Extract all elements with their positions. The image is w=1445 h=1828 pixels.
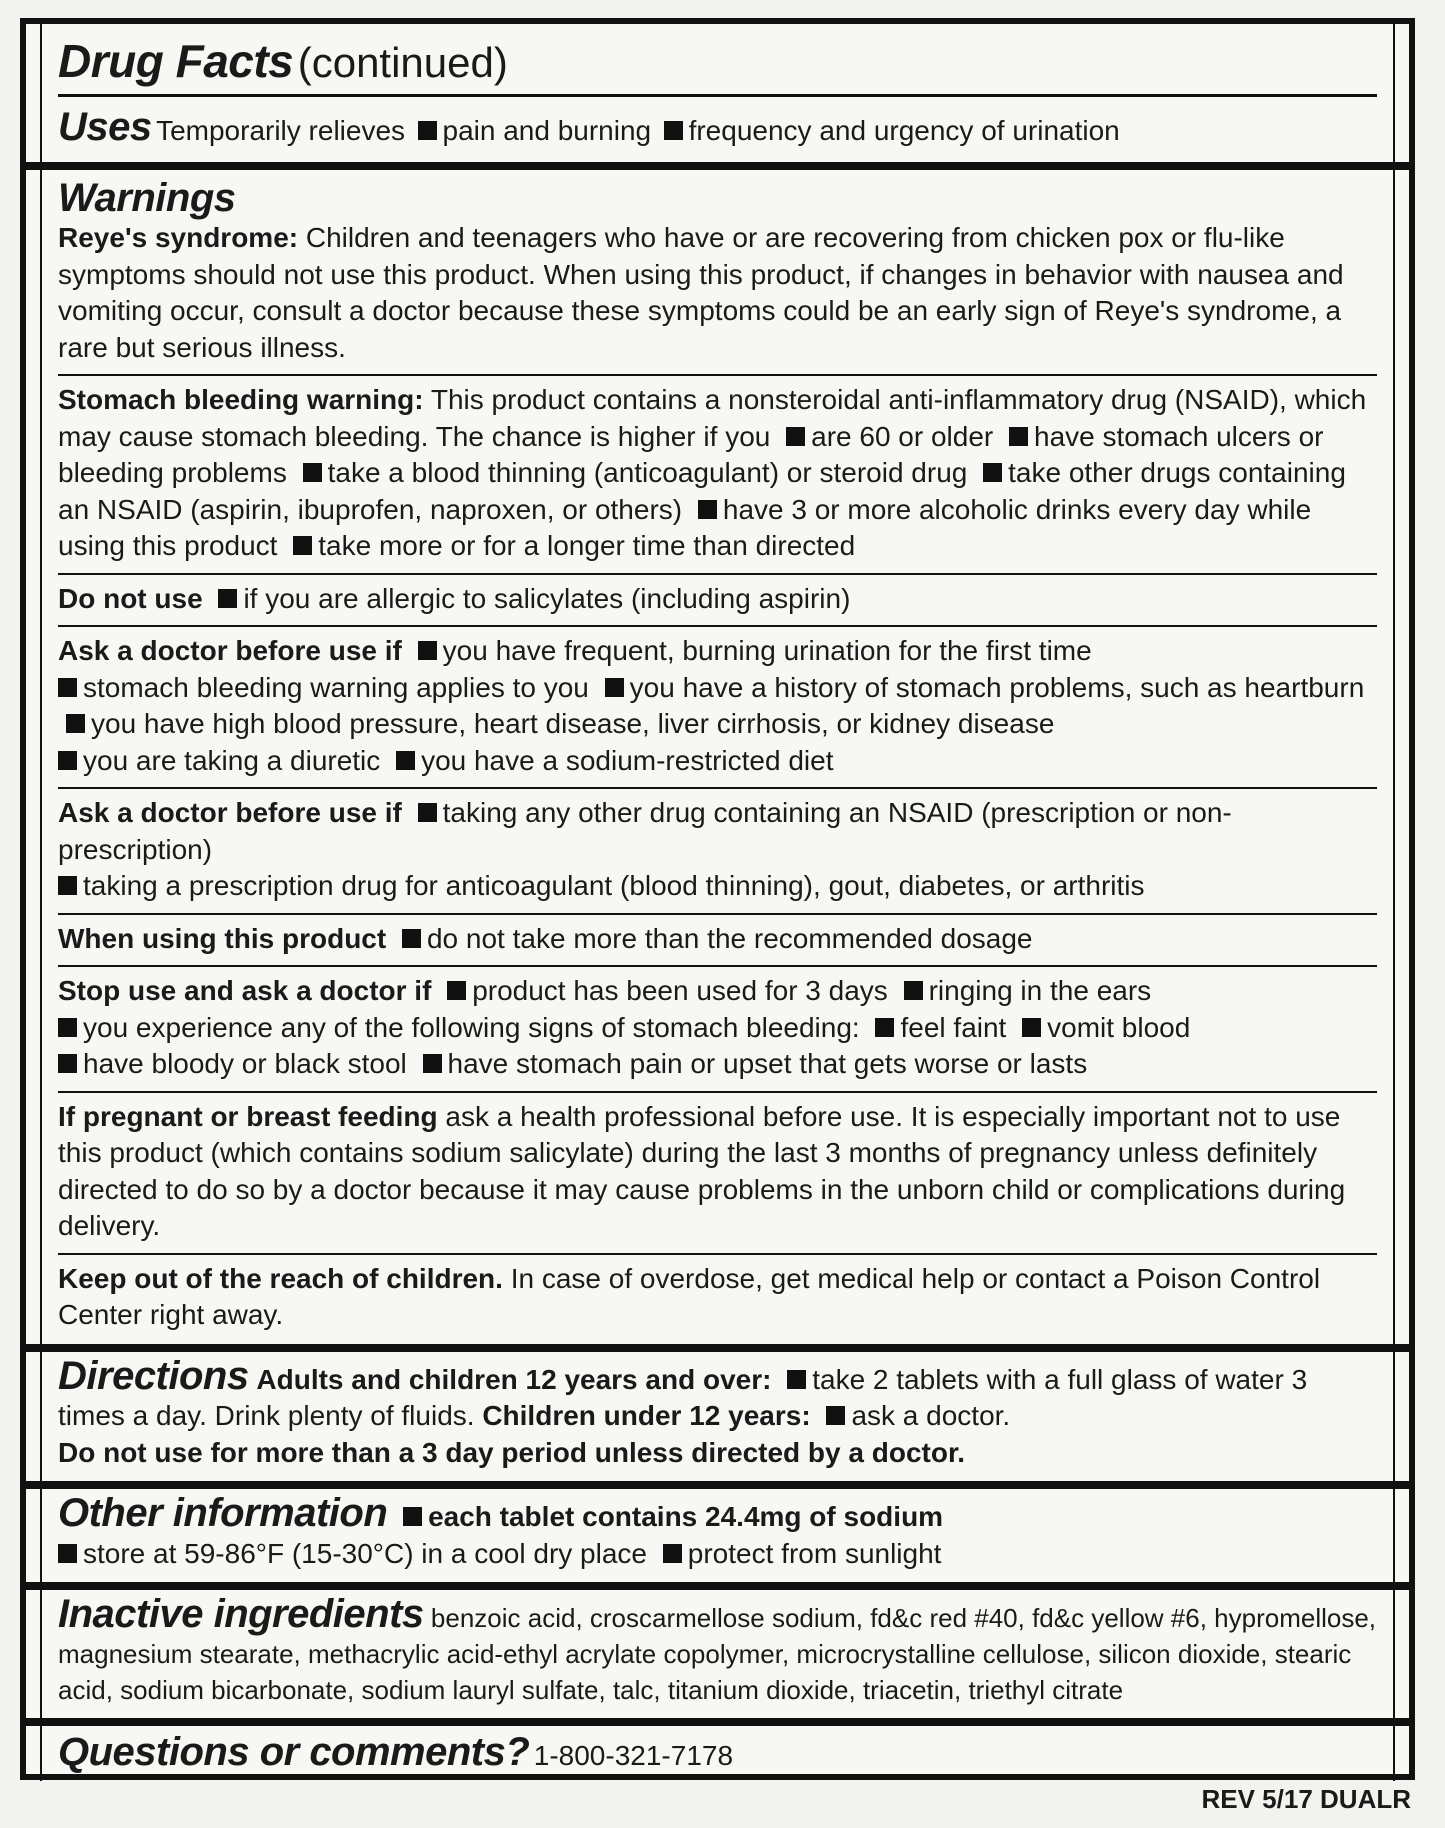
stop-use-item: product has been used for 3 days (472, 975, 888, 1006)
bullet-icon (58, 678, 77, 697)
ask-doctor-item: you have high blood pressure, heart disease, liver cirrhosis, or kidney disease (91, 708, 1055, 739)
when-using-label: When using this product (58, 922, 387, 954)
stomach-item: take a blood thinning (anticoagulant) or steroid drug (327, 457, 968, 488)
inactive-heading: Inactive ingredients (58, 1592, 424, 1636)
stomach-text: This product contains a nonsteroidal anti-inflammatory drug (NSAID), which may cause stomach bleeding. The chance is higher if you (58, 384, 1367, 452)
bullet-icon (423, 1054, 442, 1073)
revision-code: REV 5/17 DUALR (1201, 1784, 1411, 1814)
bullet-icon (698, 500, 717, 519)
uses-section (40, 97, 1395, 162)
warnings-heading: Warnings (58, 176, 236, 220)
reyes-text: Children and teenagers who have or are recovering from chicken pox or flu-like symptoms should not use this product. When using this product, if changes in behavior with nausea and vomiting occur, consult a doctor because these symptoms could be an early sign of Reye's syndrome, a rare but serious illness. (58, 222, 1344, 363)
bullet-icon (605, 678, 624, 697)
stop-use-item: you experience any of the following signs of stomach bleeding: (83, 1011, 860, 1043)
pregnant-text: ask a health professional before use. It is especially important not to use this product (which contains sodium salicylate) during the last 3 months of pregnancy unless definitely directed to do so by a doctor because it may cause problems in the unborn child or complications during delivery. (58, 1100, 1346, 1241)
bullet-icon (293, 536, 312, 555)
other-info-item: each tablet contains 24.4mg of sodium (428, 1501, 944, 1532)
uses-item: frequency and urgency of urination (688, 115, 1120, 146)
ask-doctor-item: you have frequent, burning urination for the first time (442, 635, 1092, 666)
uses-intro: Temporarily relieves (156, 115, 406, 146)
stomach-label: Stomach bleeding warning: (58, 384, 424, 415)
bullet-icon (418, 121, 437, 140)
when-using-item: do not take more than the recommended dosage (426, 922, 1033, 954)
bullet-icon (875, 1018, 894, 1037)
ask-doctor-2-item: taking any other drug containing an NSAID (prescription or non-prescription) (58, 797, 1232, 865)
inactive-section (40, 1590, 1395, 1718)
directions-children-label: Children under 12 years: (482, 1400, 811, 1431)
pregnant-label: If pregnant or breast feeding (58, 1100, 438, 1132)
ask-doctor-item: you have a history of stomach problems, such as heartburn (629, 671, 1365, 703)
bullet-icon (58, 1544, 77, 1563)
bullet-icon (1009, 427, 1028, 446)
drug-facts-panel (20, 18, 1415, 1780)
ask-doctor-item: you have a sodium-restricted diet (421, 744, 834, 776)
bullet-icon (58, 876, 77, 895)
bullet-icon (664, 121, 683, 140)
stop-use-item: have stomach pain or upset that gets worse or lasts (447, 1048, 1088, 1079)
bullet-icon (447, 981, 466, 1000)
directions-adults-item: take 2 tablets with a full glass of water 3 times a day. Drink plenty of fluids. (58, 1363, 1308, 1431)
directions-heading: Directions (58, 1353, 249, 1398)
ask-doctor-2-label: Ask a doctor before use if (58, 797, 402, 828)
directions-limit: Do not use for more than a 3 day period unless directed by a doctor. (58, 1436, 966, 1468)
bullet-icon (58, 1018, 77, 1037)
warnings-section (40, 170, 1395, 1344)
other-info-item: protect from sunlight (687, 1537, 942, 1569)
bullet-icon (663, 1544, 682, 1563)
ask-doctor-2-item: taking a prescription drug for anticoagulant (blood thinning), gout, diabetes, or arthritis (83, 870, 1145, 901)
bullet-icon (904, 981, 923, 1000)
other-info-heading: Other information (58, 1491, 388, 1535)
bullet-icon (303, 463, 322, 482)
other-info-item: store at 59-86°F (15-30°C) in a cool dry place (83, 1537, 647, 1569)
bullet-icon (418, 803, 437, 822)
header-section (40, 24, 1395, 94)
keep-out-text: In case of overdose, get medical help or contact a Poison Control Center right away. (58, 1262, 1321, 1330)
stop-use-item: vomit blood (1047, 1011, 1191, 1043)
inactive-text: benzoic acid, croscarmellose sodium, fd&c red #40, fd&c yellow #6, hypromellose, magnesium stearate, methacrylic acid-ethyl acrylate copolymer, microcrystalline cellulose, silicon dioxide, stearic acid, sodium bicarbonate, sodium lauryl sulfate, talc, titanium dioxide, triacetin, triethyl citrate (58, 1603, 1377, 1705)
stop-use-item: feel faint (900, 1011, 1007, 1043)
bullet-icon (786, 427, 805, 446)
bullet-icon (58, 751, 77, 770)
bullet-icon (787, 1370, 806, 1389)
bullet-icon (218, 589, 237, 608)
pregnant-warning (58, 1093, 1377, 1253)
stop-use (58, 967, 1377, 1091)
bullet-icon (1022, 1018, 1041, 1037)
stomach-item: have stomach ulcers or bleeding problems (58, 420, 1324, 488)
directions-children-item: ask a doctor. (851, 1400, 1011, 1431)
questions-heading: Questions or comments? (58, 1730, 530, 1774)
directions-section (40, 1352, 1395, 1482)
questions-section (40, 1726, 1395, 1781)
uses-item: pain and burning (442, 115, 652, 146)
bullet-icon (396, 751, 415, 770)
bullet-icon (402, 929, 421, 948)
bullet-icon (826, 1406, 845, 1425)
ask-doctor-2 (58, 789, 1377, 913)
uses-heading: Uses (58, 105, 152, 149)
directions-adults-label: Adults and children 12 years and over: (256, 1363, 772, 1395)
bullet-icon (58, 1054, 77, 1073)
do-not-use-label: Do not use (58, 582, 203, 614)
reyes-warning (58, 220, 1377, 374)
ask-doctor (58, 627, 1377, 787)
page-title: Drug Facts (58, 35, 294, 87)
keep-out-label: Keep out of the reach of children. (58, 1262, 503, 1294)
other-info-section (40, 1489, 1395, 1582)
title-suffix: (continued) (297, 39, 508, 86)
ask-doctor-item: you are taking a diuretic (83, 744, 381, 776)
do-not-use (58, 575, 1377, 626)
ask-doctor-label: Ask a doctor before use if (58, 635, 402, 666)
when-using (58, 915, 1377, 966)
stomach-item: take other drugs containing an NSAID (aspirin, ibuprofen, naproxen, or others) (58, 457, 1346, 525)
stomach-item: are 60 or older (811, 420, 994, 452)
reyes-label: Reye's syndrome: (58, 222, 299, 253)
stop-use-item: ringing in the ears (928, 975, 1152, 1006)
bullet-icon (66, 714, 85, 733)
stomach-item: have 3 or more alcoholic drinks every day while using this product (58, 493, 1312, 561)
keep-out-warning (58, 1255, 1377, 1344)
bullet-icon (983, 463, 1002, 482)
do-not-use-item: if you are allergic to salicylates (including aspirin) (243, 582, 851, 614)
questions-phone: 1-800-321-7178 (533, 1740, 734, 1771)
bullet-icon (403, 1507, 422, 1526)
stomach-warning (58, 376, 1377, 573)
stop-use-item: have bloody or black stool (83, 1048, 407, 1079)
stomach-item: take more or for a longer time than directed (318, 530, 856, 561)
bullet-icon (418, 641, 437, 660)
ask-doctor-item: stomach bleeding warning applies to you (83, 671, 589, 703)
stop-use-label: Stop use and ask a doctor if (58, 975, 432, 1006)
